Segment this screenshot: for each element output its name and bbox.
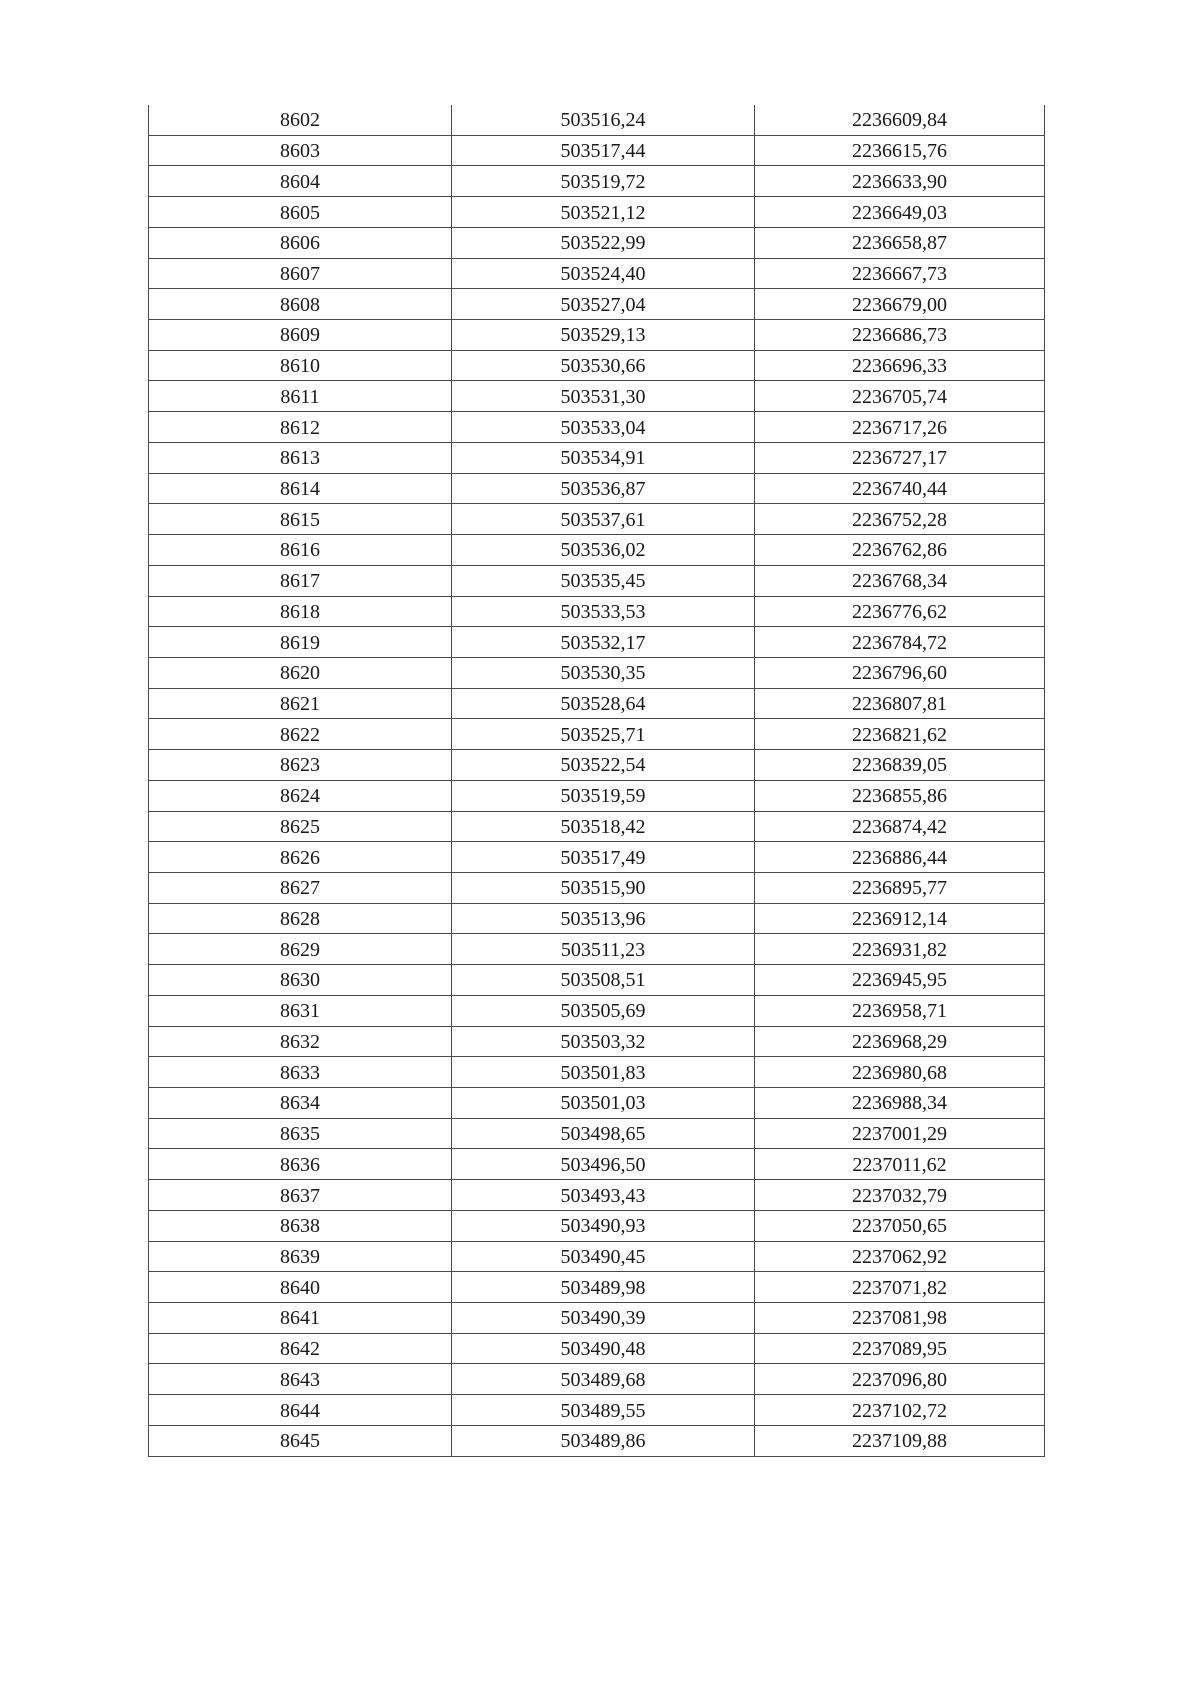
- table-row: [149, 597, 1044, 628]
- table-row: [149, 535, 1044, 566]
- x-coordinate-cell: 503496,50: [452, 1149, 755, 1179]
- table-row: [149, 259, 1044, 290]
- point-number-cell: 8609: [149, 320, 452, 350]
- table-row: [149, 381, 1044, 412]
- y-coordinate-cell: 2237011,62: [852, 1153, 947, 1176]
- y-coordinate-cell: 2237071,82: [852, 1276, 947, 1299]
- y-coordinate-cell: 2237032,79: [852, 1184, 947, 1207]
- point-number-cell: 8602: [149, 105, 452, 135]
- point-number-cell: 8635: [149, 1119, 452, 1149]
- table-row: [149, 1364, 1044, 1395]
- table-row: [149, 166, 1044, 197]
- table-row: [149, 412, 1044, 443]
- y-coordinate-cell: 2237096,80: [852, 1368, 947, 1391]
- x-coordinate-cell: 503489,98: [452, 1272, 755, 1302]
- table-row: [149, 812, 1044, 843]
- y-coordinate-cell: 2237001,29: [852, 1123, 947, 1146]
- y-coordinate-cell: 2236821,62: [852, 723, 947, 746]
- point-number-cell: 8642: [149, 1334, 452, 1364]
- table-row: [149, 689, 1044, 720]
- point-number-cell: 8603: [149, 136, 452, 166]
- table-row: [149, 965, 1044, 996]
- y-coordinate-cell: 2236988,34: [852, 1092, 947, 1115]
- table-row: [149, 781, 1044, 812]
- point-number-cell: 8618: [149, 597, 452, 627]
- y-coordinate-cell: 2236752,28: [852, 508, 947, 531]
- table-row: [149, 1149, 1044, 1180]
- x-coordinate-cell: 503530,35: [452, 658, 755, 688]
- x-coordinate-cell: 503532,17: [452, 627, 755, 657]
- point-number-cell: 8605: [149, 197, 452, 227]
- x-coordinate-cell: 503519,72: [452, 166, 755, 196]
- x-coordinate-cell: 503501,03: [452, 1088, 755, 1118]
- y-coordinate-cell: 2236776,62: [852, 600, 947, 623]
- coordinates-table: [148, 105, 1045, 1457]
- y-coordinate-cell: 2236796,60: [852, 662, 947, 685]
- y-coordinate-cell: 2236696,33: [852, 355, 947, 378]
- x-coordinate-cell: 503533,53: [452, 597, 755, 627]
- x-coordinate-cell: 503498,65: [452, 1119, 755, 1149]
- point-number-cell: 8610: [149, 351, 452, 381]
- y-coordinate-cell: 2236679,00: [852, 293, 947, 316]
- x-coordinate-cell: 503518,42: [452, 812, 755, 842]
- table-row: [149, 719, 1044, 750]
- x-coordinate-cell: 503490,48: [452, 1334, 755, 1364]
- table-row: [149, 320, 1044, 351]
- point-number-cell: 8645: [149, 1426, 452, 1456]
- table-row: [149, 351, 1044, 382]
- x-coordinate-cell: 503516,24: [452, 105, 755, 135]
- x-coordinate-cell: 503536,02: [452, 535, 755, 565]
- y-coordinate-cell: 2236895,77: [852, 877, 947, 900]
- point-number-cell: 8629: [149, 934, 452, 964]
- point-number-cell: 8637: [149, 1180, 452, 1210]
- point-number-cell: 8611: [149, 381, 452, 411]
- y-coordinate-cell: 2237050,65: [852, 1215, 947, 1238]
- table-row: [149, 474, 1044, 505]
- y-coordinate-cell: 2236874,42: [852, 815, 947, 838]
- x-coordinate-cell: 503489,86: [452, 1426, 755, 1456]
- point-number-cell: 8634: [149, 1088, 452, 1118]
- point-number-cell: 8607: [149, 259, 452, 289]
- point-number-cell: 8623: [149, 750, 452, 780]
- y-coordinate-cell: 2236931,82: [852, 938, 947, 961]
- point-number-cell: 8627: [149, 873, 452, 903]
- y-coordinate-cell: 2236839,05: [852, 754, 947, 777]
- x-coordinate-cell: 503521,12: [452, 197, 755, 227]
- x-coordinate-cell: 503505,69: [452, 996, 755, 1026]
- y-coordinate-cell: 2236658,87: [852, 232, 947, 255]
- table-row: [149, 136, 1044, 167]
- x-coordinate-cell: 503493,43: [452, 1180, 755, 1210]
- y-coordinate-cell: 2236958,71: [852, 1000, 947, 1023]
- table-row: [149, 289, 1044, 320]
- table-row: [149, 1057, 1044, 1088]
- x-coordinate-cell: 503489,68: [452, 1364, 755, 1394]
- x-coordinate-cell: 503522,54: [452, 750, 755, 780]
- y-coordinate-cell: 2236855,86: [852, 785, 947, 808]
- y-coordinate-cell: 2236609,84: [852, 109, 947, 132]
- point-number-cell: 8604: [149, 166, 452, 196]
- table-row: [149, 1272, 1044, 1303]
- y-coordinate-cell: 2236705,74: [852, 385, 947, 408]
- x-coordinate-cell: 503501,83: [452, 1057, 755, 1087]
- point-number-cell: 8638: [149, 1211, 452, 1241]
- table-row: [149, 996, 1044, 1027]
- x-coordinate-cell: 503534,91: [452, 443, 755, 473]
- point-number-cell: 8614: [149, 474, 452, 504]
- x-coordinate-cell: 503513,96: [452, 904, 755, 934]
- x-coordinate-cell: 503525,71: [452, 719, 755, 749]
- y-coordinate-cell: 2236968,29: [852, 1030, 947, 1053]
- x-coordinate-cell: 503515,90: [452, 873, 755, 903]
- y-coordinate-cell: 2236980,68: [852, 1061, 947, 1084]
- table-row: [149, 228, 1044, 259]
- point-number-cell: 8615: [149, 504, 452, 534]
- x-coordinate-cell: 503536,87: [452, 474, 755, 504]
- table-row: [149, 1211, 1044, 1242]
- table-row: [149, 750, 1044, 781]
- y-coordinate-cell: 2236686,73: [852, 324, 947, 347]
- x-coordinate-cell: 503517,49: [452, 842, 755, 872]
- table-row: [149, 1088, 1044, 1119]
- table-row: [149, 504, 1044, 535]
- table-row: [149, 566, 1044, 597]
- table-row: [149, 873, 1044, 904]
- point-number-cell: 8640: [149, 1272, 452, 1302]
- x-coordinate-cell: 503537,61: [452, 504, 755, 534]
- x-coordinate-cell: 503511,23: [452, 934, 755, 964]
- point-number-cell: 8617: [149, 566, 452, 596]
- x-coordinate-cell: 503531,30: [452, 381, 755, 411]
- y-coordinate-cell: 2236717,26: [852, 416, 947, 439]
- table-row: [149, 197, 1044, 228]
- table-row: [149, 1426, 1044, 1457]
- point-number-cell: 8643: [149, 1364, 452, 1394]
- x-coordinate-cell: 503490,45: [452, 1242, 755, 1272]
- y-coordinate-cell: 2236945,95: [852, 969, 947, 992]
- point-number-cell: 8621: [149, 689, 452, 719]
- point-number-cell: 8619: [149, 627, 452, 657]
- table-row: [149, 1180, 1044, 1211]
- point-number-cell: 8613: [149, 443, 452, 473]
- table-row: [149, 658, 1044, 689]
- x-coordinate-cell: 503524,40: [452, 259, 755, 289]
- y-coordinate-cell: 2236768,34: [852, 570, 947, 593]
- point-number-cell: 8612: [149, 412, 452, 442]
- y-coordinate-cell: 2236762,86: [852, 539, 947, 562]
- x-coordinate-cell: 503517,44: [452, 136, 755, 166]
- point-number-cell: 8620: [149, 658, 452, 688]
- x-coordinate-cell: 503490,39: [452, 1303, 755, 1333]
- point-number-cell: 8641: [149, 1303, 452, 1333]
- point-number-cell: 8626: [149, 842, 452, 872]
- y-coordinate-cell: 2236649,03: [852, 201, 947, 224]
- table-row: [149, 1119, 1044, 1150]
- table-row: [149, 1334, 1044, 1365]
- y-coordinate-cell: 2236740,44: [852, 477, 947, 500]
- y-coordinate-cell: 2236633,90: [852, 170, 947, 193]
- point-number-cell: 8639: [149, 1242, 452, 1272]
- table-row: [149, 1395, 1044, 1426]
- y-coordinate-cell: 2237062,92: [852, 1245, 947, 1268]
- point-number-cell: 8628: [149, 904, 452, 934]
- table-row: [149, 1027, 1044, 1058]
- point-number-cell: 8608: [149, 289, 452, 319]
- point-number-cell: 8636: [149, 1149, 452, 1179]
- point-number-cell: 8633: [149, 1057, 452, 1087]
- x-coordinate-cell: 503528,64: [452, 689, 755, 719]
- x-coordinate-cell: 503535,45: [452, 566, 755, 596]
- table-row: [149, 105, 1044, 136]
- point-number-cell: 8622: [149, 719, 452, 749]
- y-coordinate-cell: 2236727,17: [852, 447, 947, 470]
- point-number-cell: 8630: [149, 965, 452, 995]
- y-coordinate-cell: 2237089,95: [852, 1338, 947, 1361]
- x-coordinate-cell: 503519,59: [452, 781, 755, 811]
- point-number-cell: 8624: [149, 781, 452, 811]
- x-coordinate-cell: 503490,93: [452, 1211, 755, 1241]
- table-row: [149, 627, 1044, 658]
- table-row: [149, 934, 1044, 965]
- x-coordinate-cell: 503533,04: [452, 412, 755, 442]
- point-number-cell: 8606: [149, 228, 452, 258]
- x-coordinate-cell: 503503,32: [452, 1027, 755, 1057]
- y-coordinate-cell: 2237081,98: [852, 1307, 947, 1330]
- table-row: [149, 443, 1044, 474]
- x-coordinate-cell: 503529,13: [452, 320, 755, 350]
- point-number-cell: 8625: [149, 812, 452, 842]
- table-row: [149, 1242, 1044, 1273]
- x-coordinate-cell: 503530,66: [452, 351, 755, 381]
- point-number-cell: 8632: [149, 1027, 452, 1057]
- y-coordinate-cell: 2236886,44: [852, 846, 947, 869]
- y-coordinate-cell: 2236784,72: [852, 631, 947, 654]
- table-row: [149, 842, 1044, 873]
- x-coordinate-cell: 503489,55: [452, 1395, 755, 1425]
- x-coordinate-cell: 503522,99: [452, 228, 755, 258]
- y-coordinate-cell: 2237102,72: [852, 1399, 947, 1422]
- x-coordinate-cell: 503508,51: [452, 965, 755, 995]
- point-number-cell: 8644: [149, 1395, 452, 1425]
- y-coordinate-cell: 2237109,88: [852, 1430, 947, 1453]
- x-coordinate-cell: 503527,04: [452, 289, 755, 319]
- y-coordinate-cell: 2236667,73: [852, 262, 947, 285]
- point-number-cell: 8631: [149, 996, 452, 1026]
- point-number-cell: 8616: [149, 535, 452, 565]
- y-coordinate-cell: 2236912,14: [852, 908, 947, 931]
- table-row: [149, 904, 1044, 935]
- y-coordinate-cell: 2236615,76: [852, 140, 947, 163]
- table-row: [149, 1303, 1044, 1334]
- y-coordinate-cell: 2236807,81: [852, 693, 947, 716]
